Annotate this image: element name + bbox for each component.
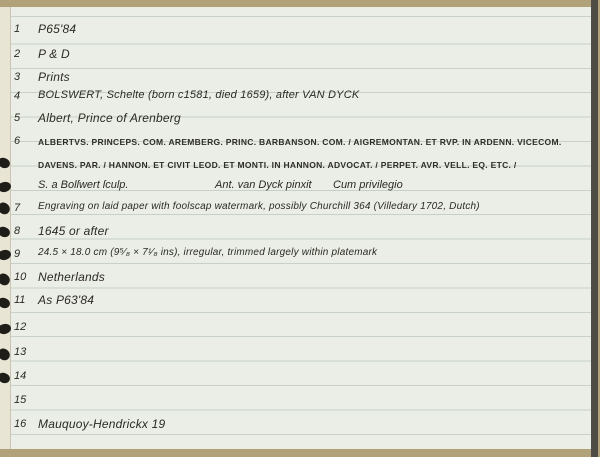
- row-text: Prints: [38, 70, 70, 84]
- row-number: 16: [14, 418, 27, 430]
- row-number: 7: [14, 202, 21, 214]
- row-text: 1645 or after: [38, 224, 109, 238]
- row-number: 15: [14, 394, 27, 406]
- row-number: 11: [14, 294, 26, 306]
- row-number: 9: [14, 248, 21, 260]
- row-number: 2: [14, 48, 21, 60]
- row-number: 13: [14, 346, 27, 358]
- row-number: 1: [14, 23, 21, 35]
- row-text: 24.5 × 18.0 cm (9⁵⁄₈ × 7¹⁄₈ ins), irregular, trimmed largely within platemark: [38, 247, 378, 258]
- row-number: 3: [14, 71, 21, 83]
- row-number: 4: [14, 90, 21, 102]
- row-text: DAVENS. PAR. / HANNON. ET CIVIT LEOD. ET MONTI. IN HANNON. ADVOCAT. / PERPET. AVR. VELL. EQ. ETC. /: [38, 160, 517, 170]
- row-text: P65'84: [38, 22, 77, 36]
- row-number: 14: [14, 370, 27, 382]
- row-text: P & D: [38, 47, 70, 61]
- painter-credit: Ant. van Dyck pinxit: [215, 179, 312, 191]
- row-number: 5: [14, 112, 21, 124]
- page-edge-shadow: [591, 0, 598, 457]
- row-number: 12: [14, 321, 27, 333]
- engraver-credit: S. a Bolſwert ſculp.: [38, 179, 129, 191]
- row-number: 10: [14, 271, 27, 283]
- row-text: Mauquoy-Hendrickx 19: [38, 417, 166, 431]
- row-text: Engraving on laid paper with foolscap watermark, possibly Churchill 364 (Villedary 1702, Dutch): [38, 201, 480, 212]
- row-text: ALBERTVS. PRINCEPS. COM. AREMBERG. PRINC. BARBANSON. COM. / AIGREMONTAN. ET RVP. IN ARDENN. VICECOM.: [38, 137, 562, 147]
- row-text: Netherlands: [38, 270, 105, 284]
- ruled-paper: [0, 7, 591, 449]
- row-number: 8: [14, 225, 21, 237]
- row-number: 6: [14, 135, 21, 147]
- row-text: Albert, Prince of Arenberg: [38, 111, 181, 125]
- row-text: As P63'84: [38, 293, 95, 307]
- row-text: BOLSWERT, Schelte (born c1581, died 1659), after VAN DYCK: [38, 89, 360, 101]
- privilege-note: Cum privilegio: [333, 179, 403, 191]
